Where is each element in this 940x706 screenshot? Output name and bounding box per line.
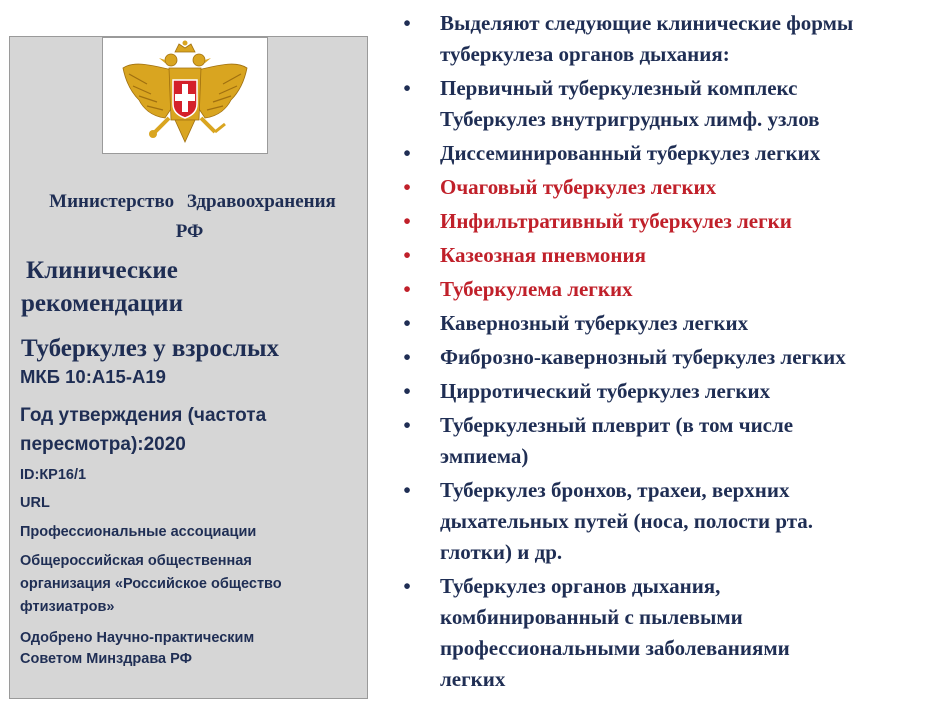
bullet-text-line: Туберкулез бронхов, трахеи, верхних	[440, 478, 790, 502]
bullet-text-line: Цирротический туберкулез легких	[440, 379, 771, 403]
bullet-text-line: Туберкулез органов дыхания,	[440, 574, 721, 598]
bullet-item	[400, 342, 935, 373]
bullet-text-line: Фиброзно-кавернозный туберкулез легких	[440, 345, 846, 369]
bullet-text-line: легких	[440, 667, 506, 691]
bullet-marker: •	[403, 209, 411, 233]
approval-year	[20, 401, 360, 459]
url-label: URL	[20, 495, 50, 511]
year-line-1: Год утверждения (частота	[20, 405, 267, 426]
double-headed-eagle-emblem-icon	[103, 38, 267, 153]
bullet-marker: •	[403, 311, 411, 335]
clinical-forms-list	[400, 8, 935, 698]
bullet-marker: •	[403, 11, 411, 35]
bullet-marker: •	[403, 277, 411, 301]
info-panel	[9, 36, 368, 699]
associations-label: Профессиональные ассоциации	[20, 524, 257, 540]
organization-name	[20, 550, 365, 619]
bullet-text-line: глотки) и др.	[440, 540, 563, 564]
bullet-item	[400, 308, 935, 339]
bullet-item	[400, 274, 935, 305]
approval-note	[20, 628, 365, 670]
approved-line-1: Одобрено Научно-практическим	[20, 630, 255, 646]
org-line-2: организация «Российское общество	[20, 576, 282, 592]
year-line-2: пересмотра):2020	[20, 434, 186, 455]
bullet-text-line: эмпиема)	[440, 444, 529, 468]
bullet-marker: •	[403, 76, 411, 100]
ministry-name	[10, 187, 369, 247]
bullet-text-line: Туберкулез внутригрудных лимф. узлов	[440, 107, 820, 131]
bullet-marker: •	[403, 478, 411, 502]
bullet-text-line: Диссеминированный туберкулез легких	[440, 141, 821, 165]
org-line-3: фтизиатров»	[20, 599, 115, 615]
document-id: ID:КР16/1	[20, 467, 87, 483]
mkb-code: МКБ 10:А15-А19	[20, 366, 166, 387]
bullet-text-line: Туберкулема легких	[440, 277, 633, 301]
bullet-marker: •	[403, 413, 411, 437]
bullet-item	[400, 8, 935, 70]
bullet-marker: •	[403, 345, 411, 369]
title-line-1: Клинические	[26, 257, 178, 284]
bullet-item	[400, 240, 935, 271]
bullet-item	[400, 410, 935, 472]
document-subtitle: Туберкулез у взрослых	[21, 335, 279, 362]
bullet-marker: •	[403, 175, 411, 199]
bullet-item	[400, 73, 935, 135]
bullet-text-line: Инфильтративный туберкулез легки	[440, 209, 792, 233]
bullet-item	[400, 172, 935, 203]
bullet-text-line: Первичный туберкулезный комплекс	[440, 76, 798, 100]
ministry-line-2: РФ	[175, 221, 204, 242]
bullet-item	[400, 206, 935, 237]
bullet-text-line: Выделяют следующие клинические формы	[440, 11, 854, 35]
bullet-marker: •	[403, 379, 411, 403]
bullet-text-line: Казеозная пневмония	[440, 243, 646, 267]
bullet-text-line: Туберкулезный плеврит (в том числе	[440, 413, 794, 437]
approved-line-2: Советом Минздрава РФ	[20, 651, 193, 667]
bullet-text-line: Очаговый туберкулез легких	[440, 175, 717, 199]
bullet-text-line: комбинированный с пылевыми	[440, 605, 743, 629]
emblem-box	[102, 37, 268, 154]
bullet-text-line: туберкулеза органов дыхания:	[440, 42, 730, 66]
bullet-text-line: дыхательных путей (носа, полости рта.	[440, 509, 814, 533]
org-line-1: Общероссийская общественная	[20, 553, 252, 569]
bullet-item	[400, 571, 935, 695]
bullet-text-line: Кавернозный туберкулез легких	[440, 311, 749, 335]
bullet-item	[400, 376, 935, 407]
title-line-2: рекомендации	[21, 290, 183, 317]
ministry-line-1: Министерство Здравоохранения	[49, 191, 336, 212]
bullet-marker: •	[403, 243, 411, 267]
bullet-marker: •	[403, 141, 411, 165]
document-title	[21, 254, 361, 320]
bullet-item	[400, 475, 935, 568]
bullet-text-line: профессиональными заболеваниями	[440, 636, 790, 660]
bullet-marker: •	[403, 574, 411, 598]
bullet-item	[400, 138, 935, 169]
